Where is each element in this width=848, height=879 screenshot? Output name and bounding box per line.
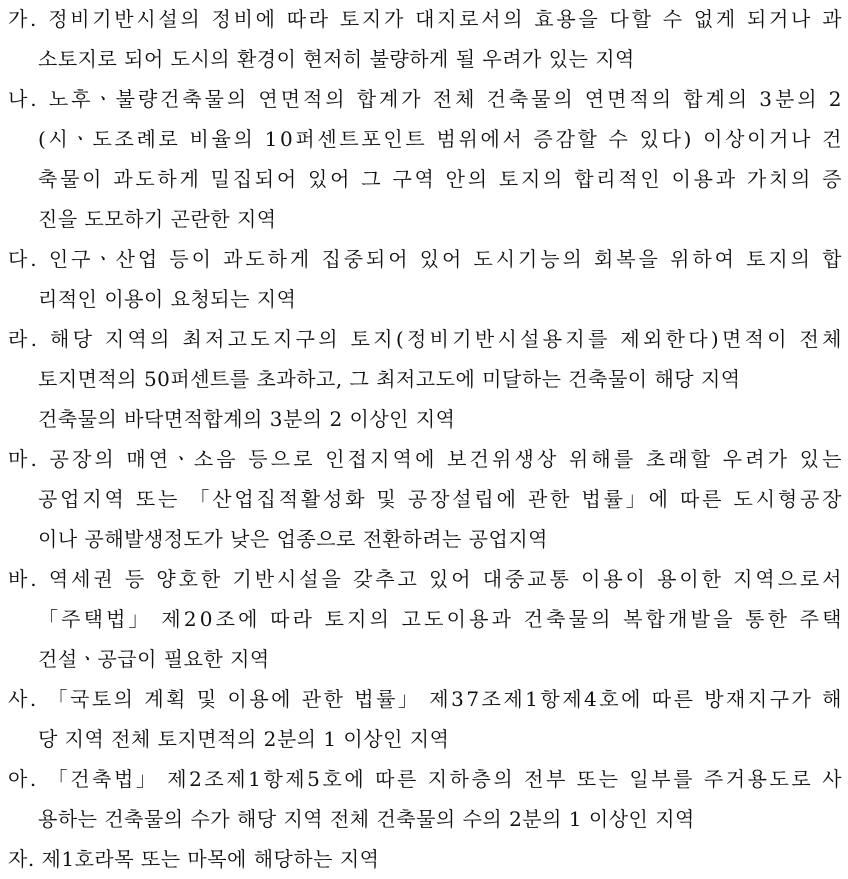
item-first-line-text: 나. 노후ㆍ불량건축물의 연면적의 합계가 전체 건축물의 연면적의 합계의 3분의 2 xyxy=(8,87,845,111)
item-line xyxy=(0,119,848,159)
item-line xyxy=(0,0,848,39)
item-continuation-text: 이나 공해발생정도가 낮은 업종으로 전환하려는 공업지역 xyxy=(38,527,548,551)
item-continuation-text: 건축물의 바닥면적합계의 3분의 2 이상인 지역 xyxy=(38,407,456,431)
item-line xyxy=(0,679,848,719)
item-continuation-text: 리적인 이용이 요청되는 지역 xyxy=(38,287,297,311)
item-continuation-text: 건설ㆍ공급이 필요한 지역 xyxy=(38,647,270,671)
item-line xyxy=(0,439,848,479)
item-line xyxy=(0,599,848,639)
item-first-line-text: 다. 인구ㆍ산업 등이 과도하게 집중되어 있어 도시기능의 회복을 위하여 토지의 합 xyxy=(8,247,845,271)
item-line xyxy=(0,279,848,319)
item-first-line-text: 라. 해당 지역의 최저고도지구의 토지(정비기반시설용지를 제외한다)면적이 전체 xyxy=(8,327,845,351)
item-continuation-text: 소토지로 되어 도시의 환경이 현저히 불량하게 될 우려가 있는 지역 xyxy=(38,47,635,71)
item-line xyxy=(0,239,848,279)
item-first-line-text: 마. 공장의 매연ㆍ소음 등으로 인접지역에 보건위생상 위해를 초래할 우려가 있는 xyxy=(8,447,845,471)
item-continuation-text: 「주택법」 제20조에 따라 토지의 고도이용과 건축물의 복합개발을 통한 주택 xyxy=(38,607,845,631)
item-line xyxy=(0,639,848,679)
item-continuation-text: 당 지역 전체 토지면적의 2분의 1 이상인 지역 xyxy=(38,727,450,751)
item-line xyxy=(0,319,848,359)
item-continuation-text: 토지면적의 50퍼센트를 초과하고, 그 최저고도에 미달하는 건축물이 해당 지역 xyxy=(38,367,741,391)
item-first-line-text: 아. 「건축법」 제2조제1항제5호에 따른 지하층의 전부 또는 일부를 주거용도로 사 xyxy=(8,767,845,791)
item-first-line-text: 사. 「국토의 계획 및 이용에 관한 법률」 제37조제1항제4호에 따른 방재지구가 해 xyxy=(8,687,844,711)
item-line xyxy=(0,79,848,119)
item-line xyxy=(0,759,848,799)
item-line xyxy=(0,39,848,79)
item-line xyxy=(0,839,848,879)
item-line xyxy=(0,519,848,559)
item-line xyxy=(0,199,848,239)
item-continuation-text: 용하는 건축물의 수가 해당 지역 전체 건축물의 수의 2분의 1 이상인 지역 xyxy=(38,807,695,831)
item-line xyxy=(0,159,848,199)
item-first-line-text: 바. 역세권 등 양호한 기반시설을 갖추고 있어 대중교통 이용이 용이한 지역으로서 xyxy=(8,567,845,591)
item-line xyxy=(0,559,848,599)
item-line xyxy=(0,719,848,759)
item-line xyxy=(0,479,848,519)
item-line xyxy=(0,359,848,399)
item-continuation-text: 공업지역 또는 「산업집적활성화 및 공장설립에 관한 법률」에 따른 도시형공장 xyxy=(38,487,845,511)
item-continuation-text: 진을 도모하기 곤란한 지역 xyxy=(38,207,277,231)
item-continuation-text: 축물이 과도하게 밀집되어 있어 그 구역 안의 토지의 합리적인 이용과 가치의 증 xyxy=(38,167,845,191)
item-continuation-text: (시ㆍ도조례로 비율의 10퍼센트포인트 범위에서 증감할 수 있다) 이상이거나 건 xyxy=(38,127,845,151)
item-first-line-text: 가. 정비기반시설의 정비에 따라 토지가 대지로서의 효용을 다할 수 없게 되거나 과 xyxy=(8,7,845,31)
item-line xyxy=(0,799,848,839)
item-line xyxy=(0,399,848,439)
item-first-line-text: 자. 제1호라목 또는 마목에 해당하는 지역 xyxy=(8,847,380,871)
